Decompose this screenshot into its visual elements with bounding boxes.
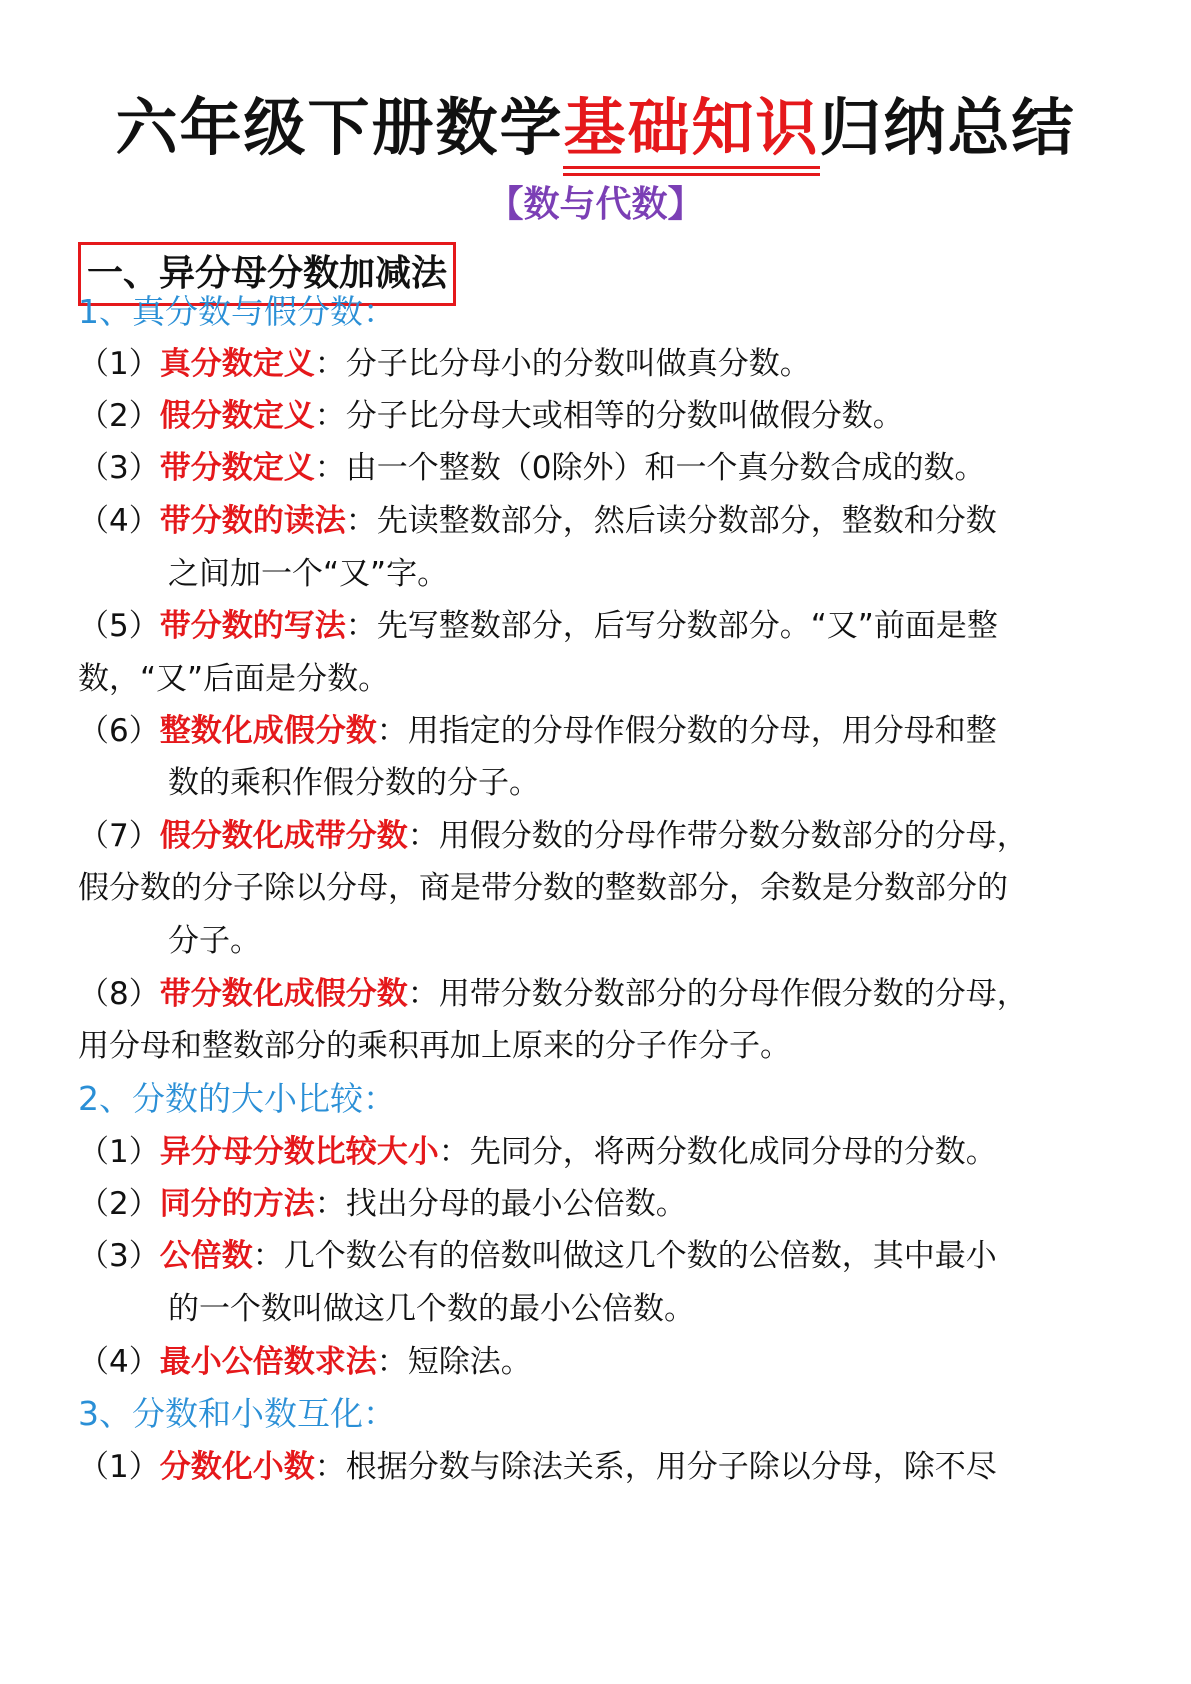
item-text: ：几个数公有的倍数叫做这几个数的公倍数，其中最小	[252, 1238, 997, 1274]
item-text: ：短除法。	[376, 1344, 532, 1380]
part3-heading: 3、分数和小数互化：	[78, 1394, 396, 1433]
part3-item-1	[78, 1443, 1118, 1491]
item-number: （4）	[78, 503, 160, 539]
item-key: 假分数化成带分数	[159, 818, 408, 854]
part1-item-1	[78, 340, 1118, 388]
part1-item-7	[78, 812, 1118, 860]
part2-item-3-cont: 的一个数叫做这几个数的最小公倍数。	[168, 1291, 695, 1327]
item-text: ：根据分数与除法关系，用分子除以分母，除不尽	[314, 1449, 997, 1485]
item-key: 同分的方法	[159, 1186, 315, 1222]
part1-item-3	[78, 444, 1118, 492]
part1-item-4	[78, 497, 1118, 545]
item-text: ：由一个整数（0除外）和一个真分数合成的数。	[314, 450, 986, 486]
item-key: 带分数的写法	[159, 608, 346, 644]
item-key: 整数化成假分数	[159, 713, 377, 749]
item-number: （3）	[78, 1238, 160, 1274]
part1-item-6	[78, 707, 1118, 755]
item-text: ：用假分数的分母作带分数分数部分的分母，	[407, 818, 1028, 854]
item-number: （8）	[78, 976, 160, 1012]
title-prefix: 六年级下册数学	[115, 91, 564, 164]
item-key: 真分数定义	[159, 346, 315, 382]
part2-item-1	[78, 1128, 1118, 1176]
item-number: （7）	[78, 818, 160, 854]
item-number: （1）	[78, 346, 160, 382]
item-key: 异分母分数比较大小	[159, 1134, 439, 1170]
item-number: （4）	[78, 1344, 160, 1380]
item-text: ：先写整数部分，后写分数部分。“又”前面是整	[345, 608, 998, 644]
part1-item-7-cont: 假分数的分子除以分母，商是带分数的整数部分，余数是分数部分的	[78, 870, 1008, 906]
item-number: （5）	[78, 608, 160, 644]
part1-heading: 1、真分数与假分数：	[78, 292, 396, 331]
section-heading: 一、异分母分数加减法	[78, 242, 456, 306]
part1-item-8-cont: 用分母和整数部分的乘积再加上原来的分子作分子。	[78, 1028, 791, 1064]
part1-item-7-cont2: 分子。	[168, 923, 261, 959]
item-key: 分数化小数	[159, 1449, 315, 1485]
item-number: （1）	[78, 1134, 160, 1170]
item-number: （2）	[78, 1186, 160, 1222]
part2-heading: 2、分数的大小比较：	[78, 1079, 396, 1118]
item-text: ：分子比分母小的分数叫做真分数。	[314, 346, 811, 382]
part2-item-3	[78, 1232, 1118, 1280]
item-key: 带分数定义	[159, 450, 315, 486]
item-text: ：用带分数分数部分的分母作假分数的分母，	[407, 976, 1028, 1012]
part1-item-4-cont: 之间加一个“又”字。	[168, 556, 449, 592]
item-number: （1）	[78, 1449, 160, 1485]
item-text: ：先同分，将两分数化成同分母的分数。	[438, 1134, 997, 1170]
title-suffix: 归纳总结	[819, 91, 1076, 164]
item-number: （2）	[78, 398, 160, 434]
page-title	[0, 88, 1191, 168]
part1-item-8	[78, 970, 1118, 1018]
item-number: （3）	[78, 450, 160, 486]
item-text: ：找出分母的最小公倍数。	[314, 1186, 687, 1222]
part1-item-5	[78, 602, 1118, 650]
item-number: （6）	[78, 713, 160, 749]
item-key: 带分数的读法	[159, 503, 346, 539]
item-text: ：先读整数部分，然后读分数部分，整数和分数	[345, 503, 997, 539]
subtitle: 【数与代数】	[487, 184, 704, 225]
part1-item-2	[78, 392, 1118, 440]
part2-item-4	[78, 1338, 1118, 1386]
item-key: 带分数化成假分数	[159, 976, 408, 1012]
item-key: 假分数定义	[159, 398, 315, 434]
item-text: ：分子比分母大或相等的分数叫做假分数。	[314, 398, 904, 434]
item-key: 最小公倍数求法	[159, 1344, 377, 1380]
item-text: ：用指定的分母作假分数的分母，用分母和整	[376, 713, 997, 749]
item-key: 公倍数	[159, 1238, 253, 1274]
part1-item-6-cont: 数的乘积作假分数的分子。	[168, 765, 540, 801]
part1-item-5-cont: 数，“又”后面是分数。	[78, 661, 390, 697]
title-highlight: 基础知识	[563, 88, 819, 168]
part2-item-2	[78, 1180, 1118, 1228]
